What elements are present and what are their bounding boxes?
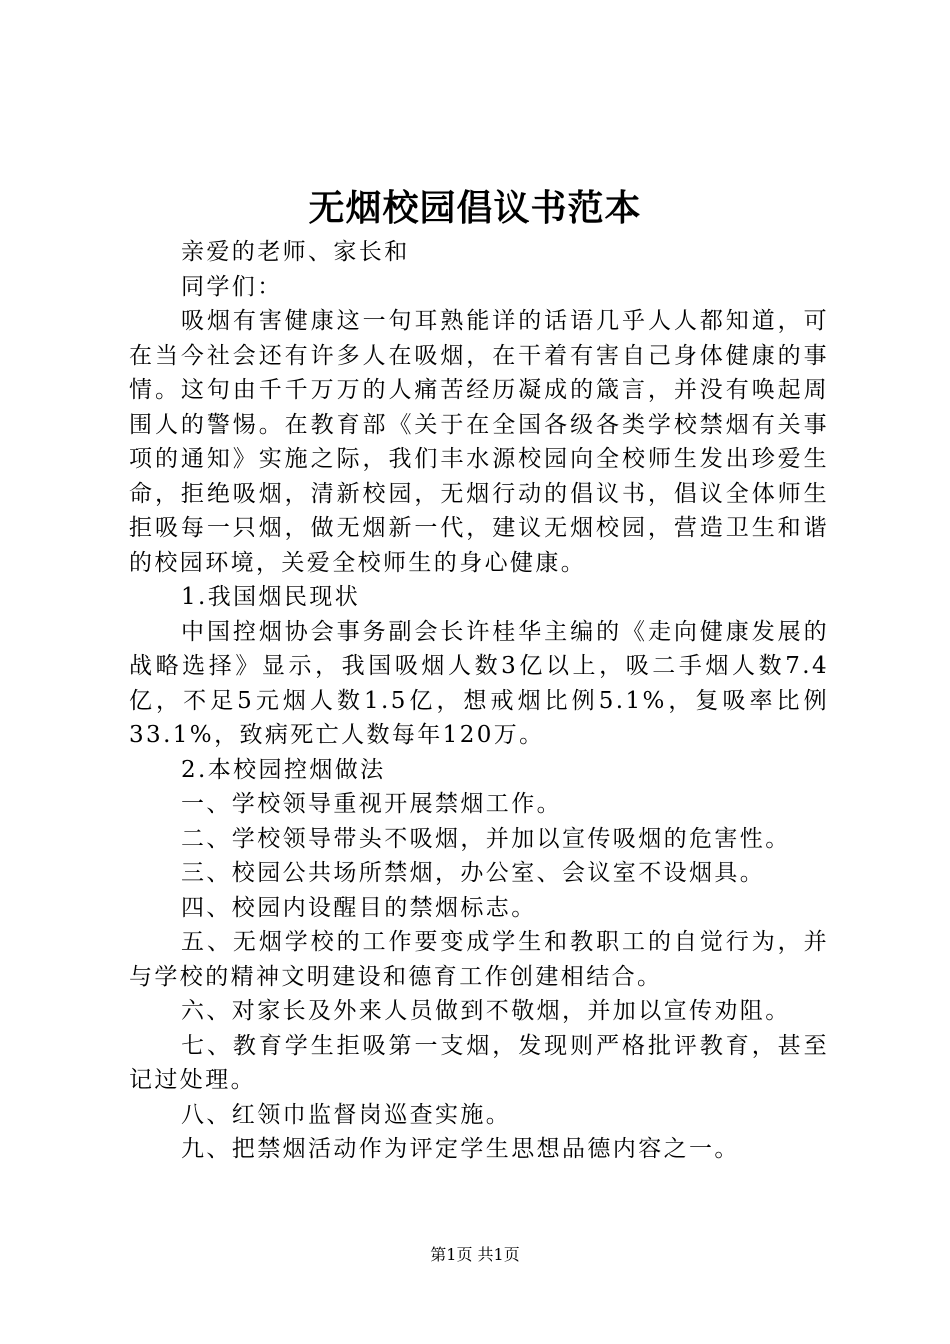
section-1-heading: 1.我国烟民现状 [181, 584, 361, 610]
section-1-paragraph: 中国控烟协会事务副会长许桂华主编的《走向健康发展的战略选择》显示，我国吸烟人数3亿以上，吸二手烟人数7.4亿，不足5元烟人数1.5亿，想戒烟比例5.1%，复吸率比例33.1%，致病死亡人数每年120万。 [129, 618, 829, 748]
list-item: 四、校园内设醒目的禁烟标志。 [181, 894, 537, 921]
list-item: 五、无烟学校的工作要变成学生和教职工的自觉行为，并与学校的精神文明建设和德育工作创建相结合。 [129, 929, 829, 990]
list-item: 七、教育学生拒吸第一支烟，发现则严格批评教育，甚至记过处理。 [129, 1032, 829, 1093]
section-2-heading: 2.本校园控烟做法 [181, 756, 386, 783]
document-body [129, 235, 829, 1167]
greeting-line-2: 同学们： [181, 273, 283, 300]
list-item: 八、红领巾监督岗巡查实施。 [181, 1101, 512, 1128]
document-title: 无烟校园倡议书范本 [308, 187, 642, 229]
list-item: 一、学校领导重视开展禁烟工作。 [181, 791, 562, 817]
list-item: 六、对家长及外来人员做到不敬烟，并加以宣传劝阻。 [181, 998, 791, 1024]
list-item: 九、把禁烟活动作为评定学生思想品德内容之一。 [181, 1136, 740, 1162]
page-footer: 第1页 共1页 [430, 1245, 520, 1264]
list-item: 二、学校领导带头不吸烟，并加以宣传吸烟的危害性。 [181, 825, 791, 852]
list-item: 三、校园公共场所禁烟，办公室、会议室不设烟具。 [181, 860, 766, 886]
intro-paragraph: 吸烟有害健康这一句耳熟能详的话语几乎人人都知道，可在当今社会还有许多人在吸烟，在干着有害自己身体健康的事情。这句由千千万万的人痛苦经历凝成的箴言，并没有唤起周围人的警惕。在教育部《关于在全国各级各类学校禁烟有关事项的通知》实施之际，我们丰水源校园向全校师生发出珍爱生命，拒绝吸烟，清新校园，无烟行动的倡议书，倡议全体师生拒吸每一只烟，做无烟新一代，建议无烟校园，营造卫生和谐的校园环境，关爱全校师生的身心健康。 [129, 308, 829, 576]
greeting-line-1: 亲爱的老师、家长和 [181, 239, 410, 265]
